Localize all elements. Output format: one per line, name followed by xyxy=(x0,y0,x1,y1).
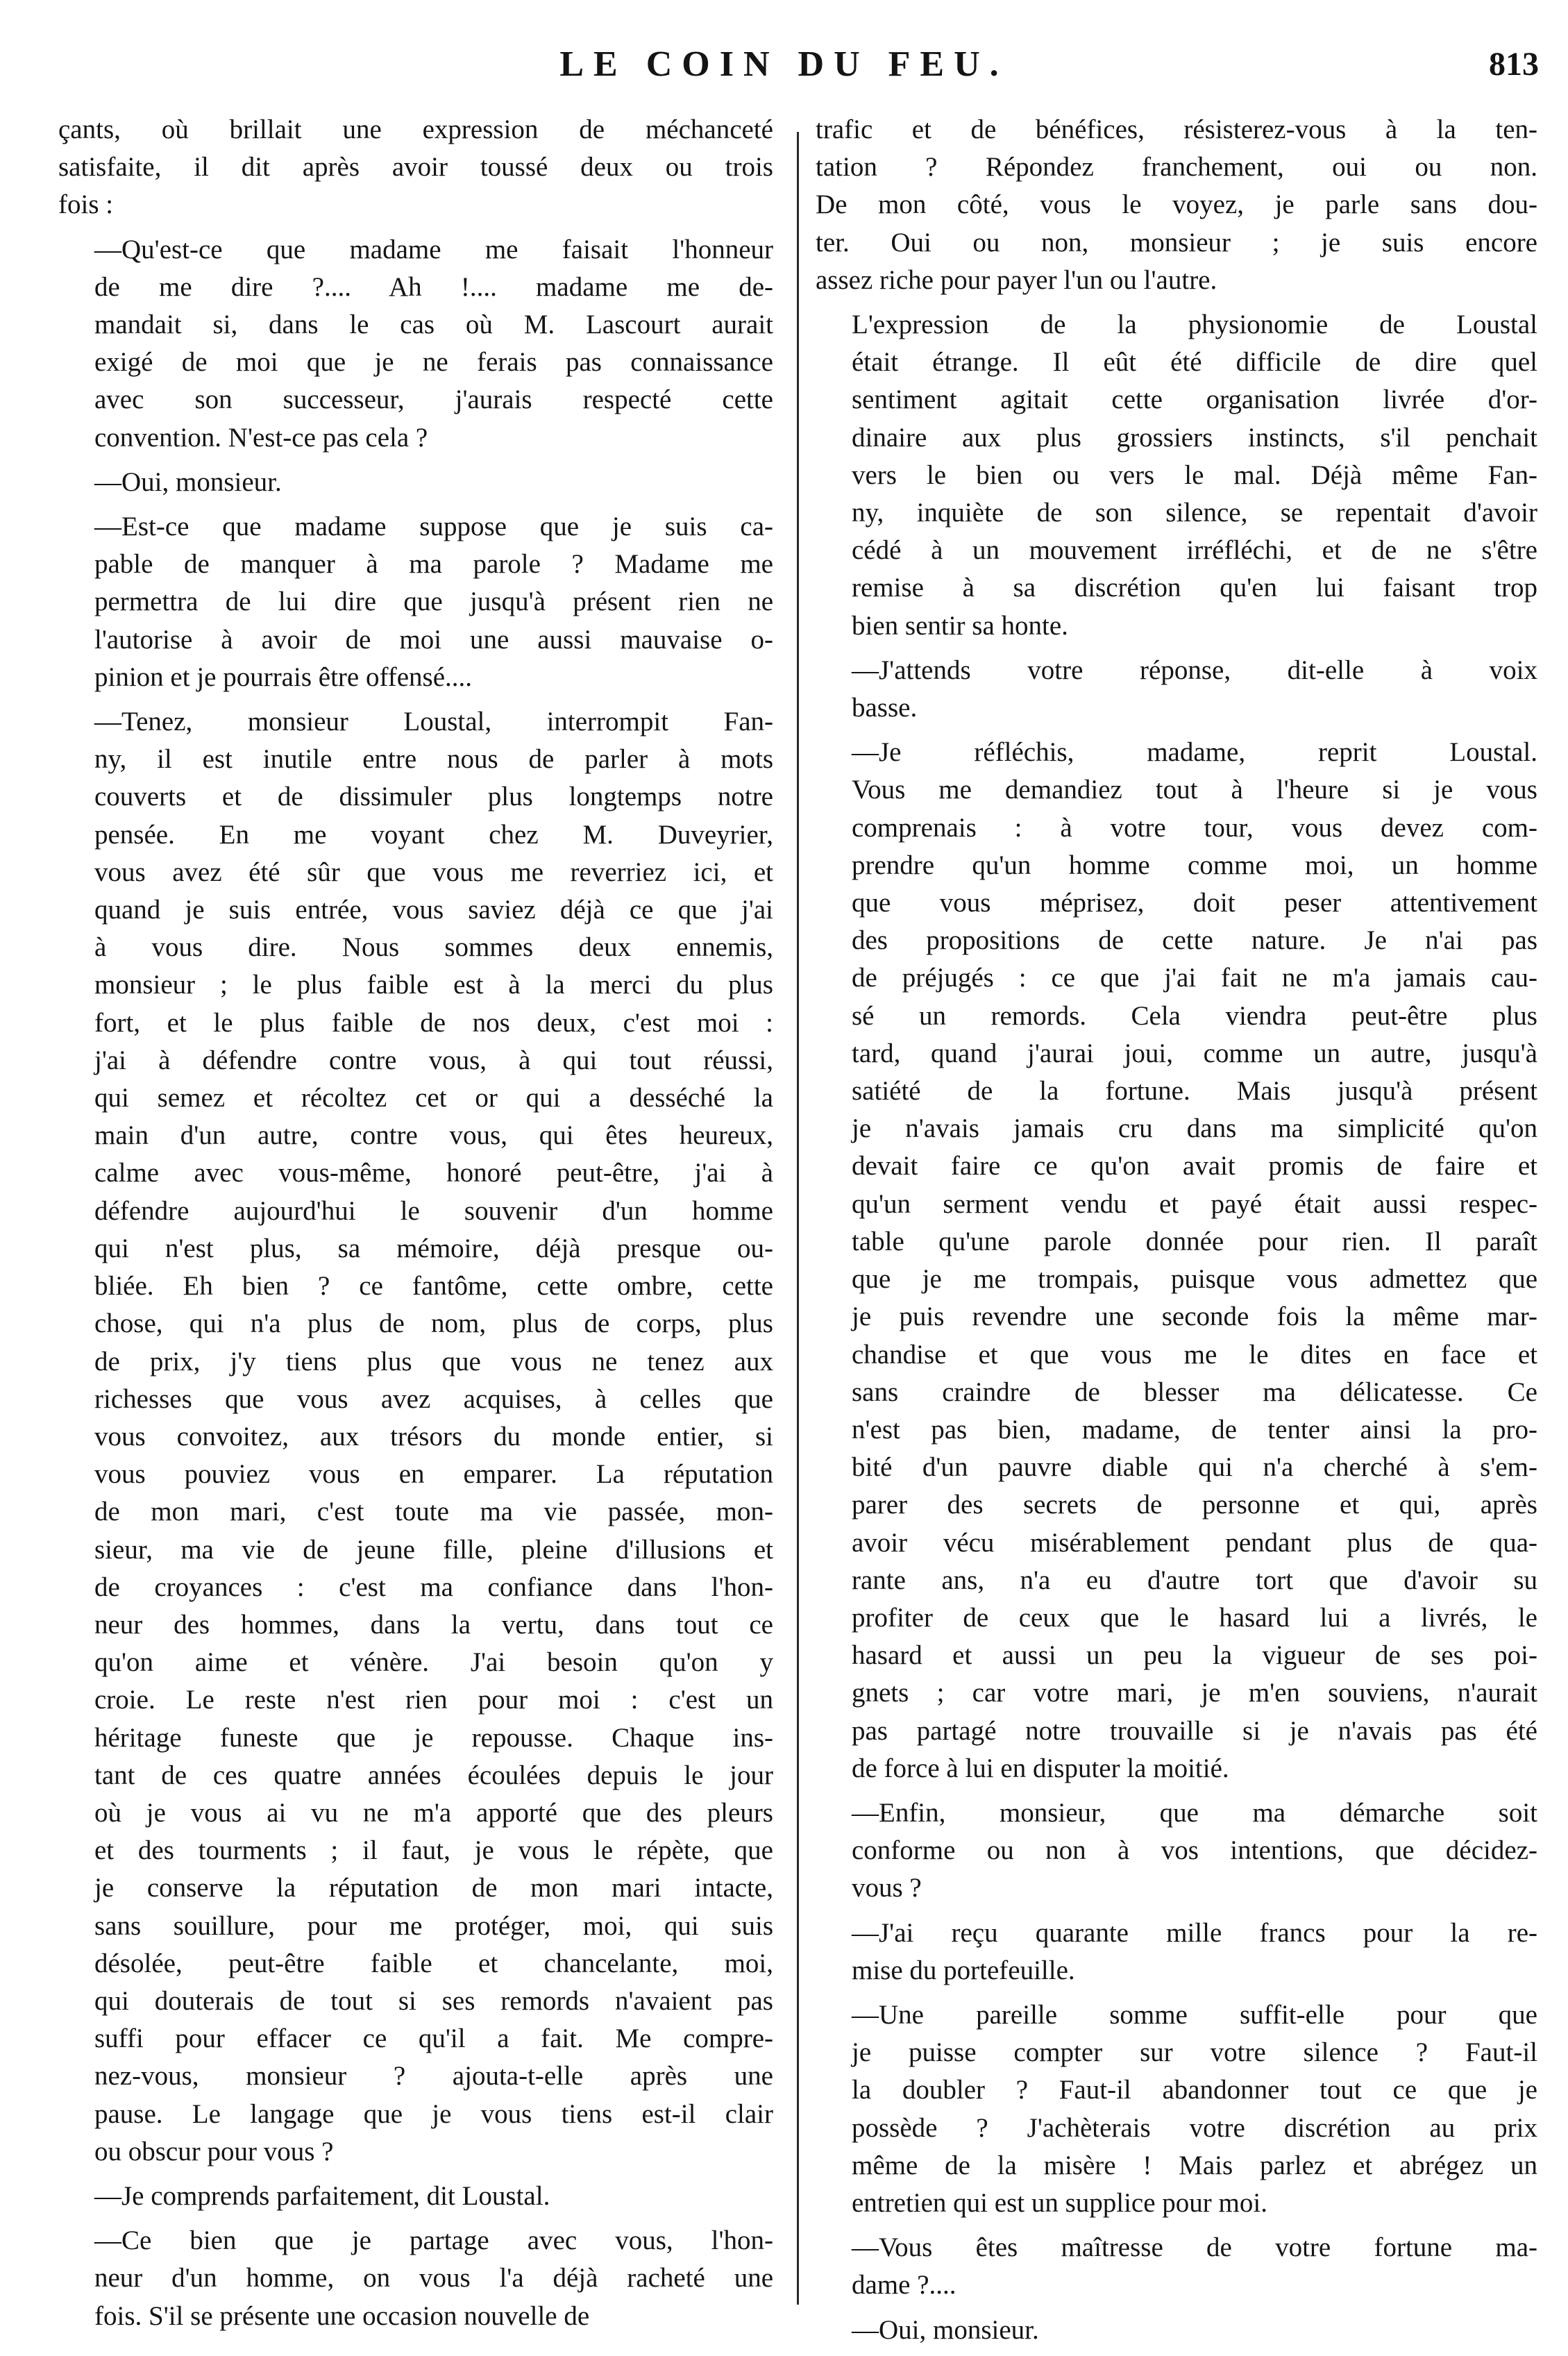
text-line: —Oui, monsieur. xyxy=(94,466,282,497)
text-line: nez-vous, monsieur ? ajouta-t-elle après une xyxy=(94,2061,773,2092)
text-line: de croyances : c'est ma confiance dans l'hon- xyxy=(94,1572,773,1602)
paragraph xyxy=(58,2178,773,2215)
text-line: remise à sa discrétion qu'en lui faisant trop xyxy=(852,573,1537,603)
text-line: qu'un serment vendu et payé était aussi respec- xyxy=(852,1188,1537,1219)
running-head xyxy=(0,40,1568,89)
text-line: de prix, j'y tiens plus que vous ne tenez aux xyxy=(94,1346,773,1377)
paragraph xyxy=(58,2222,773,2335)
text-line: sans souillure, pour me protéger, moi, qui suis xyxy=(94,1910,773,1941)
paragraph xyxy=(58,703,773,2171)
text-line: était étrange. Il eût été difficile de dire quel xyxy=(852,347,1537,378)
text-line: tation ? Répondez franchement, oui ou non. xyxy=(816,152,1537,183)
text-line: profiter de ceux que le hasard lui a livrés, le xyxy=(852,1602,1537,1633)
right-column xyxy=(816,111,1537,2356)
paragraph xyxy=(816,1996,1537,2222)
text-line: neur des hommes, dans la vertu, dans tout ce xyxy=(94,1609,773,1640)
paragraph xyxy=(816,2312,1537,2349)
text-line: croie. Le reste n'est rien pour moi : c'est un xyxy=(94,1685,773,1715)
text-line: à vous dire. Nous sommes deux ennemis, xyxy=(94,932,773,963)
text-line: n'est pas bien, madame, de tenter ainsi la pro- xyxy=(852,1414,1537,1445)
text-line: main d'un autre, contre vous, qui êtes heureux, xyxy=(94,1120,773,1151)
text-line: cédé à un mouvement irréfléchi, et de ne s'être xyxy=(852,535,1537,566)
text-line: qui semez et récoltez cet or qui a desséché la xyxy=(94,1083,773,1113)
text-line: —Je réfléchis, madame, reprit Loustal. xyxy=(852,737,1537,768)
text-line: dinaire aux plus grossiers instincts, s'il penchait xyxy=(852,422,1537,453)
text-line: que je me trompais, puisque vous admettez que xyxy=(852,1264,1537,1295)
text-line: l'autorise à avoir de moi une aussi mauvaise o- xyxy=(94,624,773,655)
text-line: où je vous ai vu ne m'a apporté que des pleurs xyxy=(94,1797,773,1828)
text-line: fois. S'il se présente une occasion nouvelle de xyxy=(94,2300,590,2331)
paragraph xyxy=(58,111,773,224)
text-line: chose, qui n'a plus de nom, plus de corps, plus xyxy=(94,1309,773,1339)
text-line: avec son successeur, j'aurais respecté cette xyxy=(94,385,773,415)
text-line: richesses que vous avez acquises, à celles que xyxy=(94,1383,773,1414)
text-line: vous pouviez vous en emparer. La réputation xyxy=(94,1459,773,1490)
text-line: vous avez été sûr que vous me reverriez ici, et xyxy=(94,857,773,887)
text-line: —Est-ce que madame suppose que je suis ca- xyxy=(94,512,773,542)
text-line: —Oui, monsieur. xyxy=(852,2314,1039,2345)
text-line: satiété de la fortune. Mais jusqu'à présent xyxy=(852,1076,1537,1107)
text-line: bien sentir sa honte. xyxy=(852,610,1068,641)
text-line: pas partagé notre trouvaille si je n'avais pas été xyxy=(852,1715,1537,1746)
text-line: assez riche pour payer l'un ou l'autre. xyxy=(816,264,1217,295)
text-line: —Tenez, monsieur Loustal, interrompit Fan- xyxy=(94,707,773,737)
paragraph xyxy=(58,231,773,457)
text-line: pable de manquer à ma parole ? Madame me xyxy=(94,549,773,580)
text-line: —Enfin, monsieur, que ma démarche soit xyxy=(852,1797,1537,1828)
text-line: comprenais : à votre tour, vous devez com- xyxy=(852,812,1537,843)
text-line: convention. N'est-ce pas cela ? xyxy=(94,422,428,453)
text-line: çants, où brillait une expression de méchanceté xyxy=(58,115,773,144)
text-line: basse. xyxy=(852,693,918,723)
text-line: qui douterais de tout si ses remords n'avaient pas xyxy=(94,1985,773,2016)
text-line: suffi pour effacer ce qu'il a fait. Me compre- xyxy=(94,2023,773,2054)
text-line: prendre qu'un homme comme moi, un homme xyxy=(852,850,1537,880)
text-line: sentiment agitait cette organisation livrée d'or- xyxy=(852,385,1537,415)
running-title: LE COIN DU FEU. xyxy=(559,44,1009,84)
text-line: —Ce bien que je partage avec vous, l'hon- xyxy=(94,2225,773,2256)
text-line: j'ai à défendre contre vous, à qui tout réussi, xyxy=(94,1045,773,1075)
text-line: ou obscur pour vous ? xyxy=(94,2136,334,2166)
text-line: gnets ; car votre mari, je m'en souviens, n'aurait xyxy=(852,1678,1537,1708)
text-line: De mon côté, vous le voyez, je parle sans dou- xyxy=(816,190,1537,220)
paragraph xyxy=(816,734,1537,1787)
text-line: défendre aujourd'hui le souvenir d'un homme xyxy=(94,1195,773,1226)
text-line: de force à lui en disputer la moitié. xyxy=(852,1753,1229,1783)
text-line: —Qu'est-ce que madame me faisait l'honneur xyxy=(94,234,773,264)
text-line: —Vous êtes maîtresse de votre fortune ma- xyxy=(852,2232,1537,2263)
text-line: monsieur ; le plus faible est à la merci du plus xyxy=(94,970,773,1000)
left-column xyxy=(58,111,773,2342)
text-line: je n'avais jamais cru dans ma simplicité qu'on xyxy=(852,1113,1537,1144)
text-line: quand je suis entrée, vous saviez déjà ce que j'ai xyxy=(94,895,773,925)
text-line: vers le bien ou vers le mal. Déjà même Fan- xyxy=(852,460,1537,490)
text-line: vous convoitez, aux trésors du monde entier, si xyxy=(94,1421,773,1452)
text-line: devait faire ce qu'on avait promis de faire et xyxy=(852,1151,1537,1181)
paragraph xyxy=(58,508,773,696)
text-line: même de la misère ! Mais parlez et abrégez un xyxy=(852,2150,1537,2180)
text-line: je puis revendre une seconde fois la même mar- xyxy=(852,1302,1537,1332)
text-line: désolée, peut-être faible et chancelante, moi, xyxy=(94,1948,773,1978)
text-line: pause. Le langage que je vous tiens est-il clair xyxy=(94,2098,773,2129)
text-line: ny, il est inutile entre nous de parler à mots xyxy=(94,744,773,775)
text-line: fois : xyxy=(58,190,114,220)
paragraph xyxy=(816,1915,1537,1989)
text-line: neur d'un homme, on vous l'a déjà racheté une xyxy=(94,2263,773,2294)
text-line: —J'ai reçu quarante mille francs pour la re- xyxy=(852,1917,1537,1948)
text-line: bité d'un pauvre diable qui n'a cherché à s'em- xyxy=(852,1452,1537,1483)
text-line: table qu'une parole donnée pour rien. Il paraît xyxy=(852,1226,1537,1256)
text-line: ny, inquiète de son silence, se repentait d'avoir xyxy=(852,498,1537,528)
paragraph xyxy=(816,111,1537,299)
text-line: calme avec vous-même, honoré peut-être, j'ai à xyxy=(94,1158,773,1188)
text-line: permettra de lui dire que jusqu'à présent rien ne xyxy=(94,587,773,617)
paragraph xyxy=(58,464,773,501)
text-line: de mon mari, c'est toute ma vie passée, mon- xyxy=(94,1497,773,1527)
text-line: vous ? xyxy=(852,1873,922,1903)
text-line: parer des secrets de personne et qui, après xyxy=(852,1490,1537,1520)
text-line: fort, et le plus faible de nos deux, c'est moi : xyxy=(94,1007,773,1038)
text-line: mandait si, dans le cas où M. Lascourt aurait xyxy=(94,310,773,340)
text-line: entretien qui est un supplice pour moi. xyxy=(852,2187,1267,2218)
text-line: trafic et de bénéfices, résisterez-vous à la ten- xyxy=(816,115,1537,144)
text-line: L'expression de la physionomie de Loustal xyxy=(852,310,1537,340)
column-rule xyxy=(797,132,799,2305)
text-line: sans craindre de blesser ma délicatesse. Ce xyxy=(852,1377,1537,1407)
text-line: je conserve la réputation de mon mari intacte, xyxy=(94,1873,773,1903)
text-line: couverts et de dissimuler plus longtemps notre xyxy=(94,782,773,812)
text-line: je puisse compter sur votre silence ? Faut-il xyxy=(852,2037,1537,2068)
text-line: —Une pareille somme suffit-elle pour que xyxy=(852,1999,1537,2030)
text-line: tant de ces quatre années écoulées depuis le jour xyxy=(94,1760,773,1790)
text-line: exigé de moi que je ne ferais pas connaissance xyxy=(94,347,773,378)
text-line: —Je comprends parfaitement, dit Loustal. xyxy=(94,2180,550,2211)
text-line: hasard et aussi un peu la vigueur de ses poi- xyxy=(852,1640,1537,1671)
text-line: que vous méprisez, doit peser attentivement xyxy=(852,888,1537,918)
text-line: —J'attends votre réponse, dit-elle à voix xyxy=(852,655,1537,685)
text-line: qu'on aime et vénère. J'ai besoin qu'on y xyxy=(94,1647,773,1678)
text-line: qui n'est plus, sa mémoire, déjà presque ou- xyxy=(94,1233,773,1263)
paragraph xyxy=(816,2229,1537,2304)
text-line: et des tourments ; il faut, je vous le répète, que xyxy=(94,1835,773,1866)
text-line: possède ? J'achèterais votre discrétion au prix xyxy=(852,2112,1537,2143)
text-line: satisfaite, il dit après avoir toussé deux ou trois xyxy=(58,152,773,183)
paragraph xyxy=(816,306,1537,645)
page-number: 813 xyxy=(1489,46,1539,83)
paragraph xyxy=(816,1794,1537,1908)
text-line: pensée. En me voyant chez M. Duveyrier, xyxy=(94,819,773,850)
text-line: Vous me demandiez tout à l'heure si je vous xyxy=(852,775,1537,805)
text-line: tard, quand j'aurai joui, comme un autre, jusqu'à xyxy=(852,1038,1537,1068)
text-line: dame ?.... xyxy=(852,2270,956,2300)
text-line: de préjugés : ce que j'ai fait ne m'a jamais cau- xyxy=(852,963,1537,993)
text-line: sieur, ma vie de jeune fille, pleine d'illusions et xyxy=(94,1534,773,1565)
text-line: conforme ou non à vos intentions, que décidez- xyxy=(852,1835,1537,1866)
text-line: avoir vécu misérablement pendant plus de qua- xyxy=(852,1527,1537,1558)
text-line: héritage funeste que je repousse. Chaque ins- xyxy=(94,1722,773,1753)
text-line: de me dire ?.... Ah !.... madame me de- xyxy=(94,271,773,302)
text-line: la doubler ? Faut-il abandonner tout ce que je xyxy=(852,2075,1537,2105)
text-line: rante ans, n'a eu d'autre tort que d'avoir su xyxy=(852,1565,1537,1595)
text-line: ter. Oui ou non, monsieur ; je suis encore xyxy=(816,227,1537,258)
text-line: des propositions de cette nature. Je n'ai pas xyxy=(852,925,1537,956)
paragraph xyxy=(816,652,1537,727)
text-line: sé un remords. Cela viendra peut-être plus xyxy=(852,1000,1537,1031)
text-line: bliée. Eh bien ? ce fantôme, cette ombre, cette xyxy=(94,1271,773,1302)
text-line: mise du portefeuille. xyxy=(852,1955,1075,1985)
text-line: pinion et je pourrais être offensé.... xyxy=(94,662,473,692)
text-line: chandise et que vous me le dites en face et xyxy=(852,1339,1537,1370)
